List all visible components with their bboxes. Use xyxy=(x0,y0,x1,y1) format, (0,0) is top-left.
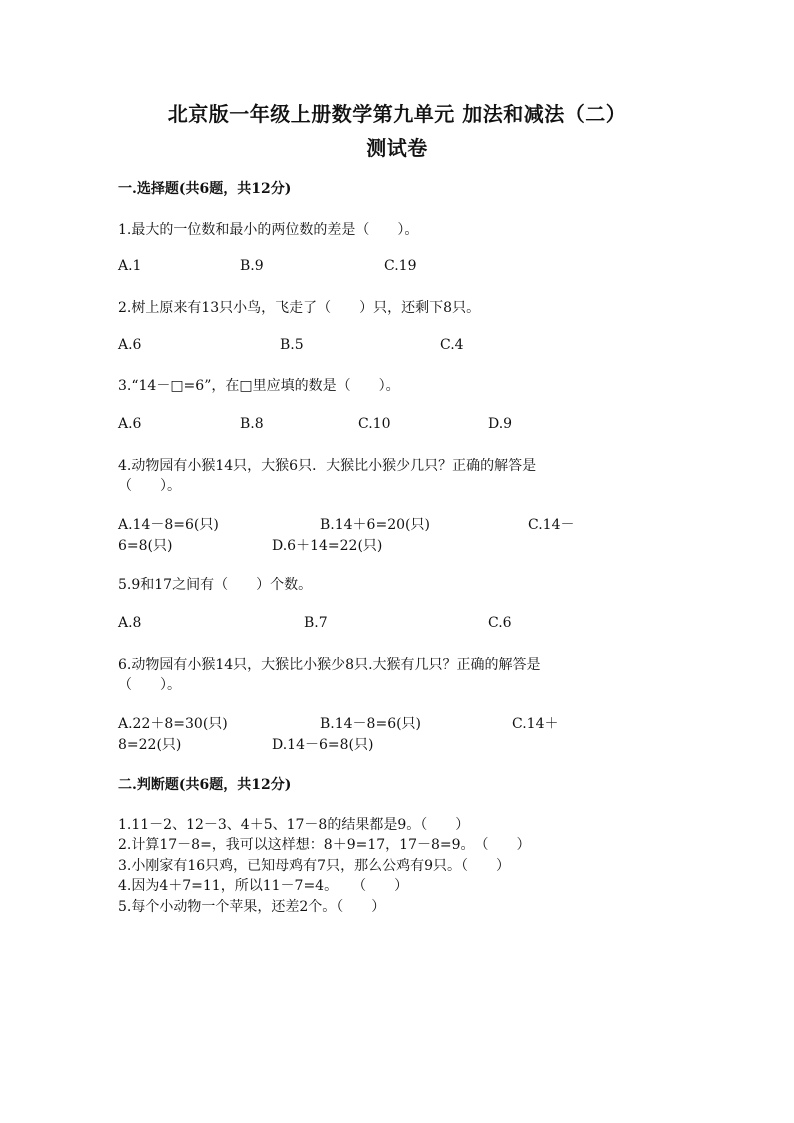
option-4b: B.14＋6=20(只) xyxy=(320,517,430,533)
judgment-item-2: 2.计算17－8=，我可以这样想：8＋9=17，17－8=9。 （ ） xyxy=(118,837,531,853)
option-5c: C.6 xyxy=(488,615,512,631)
option-5b: B.7 xyxy=(304,615,328,631)
option-3d: D.9 xyxy=(488,416,513,432)
question-5: 5.9和17之间有（ ）个数。 xyxy=(118,577,313,593)
option-6c-cont: 8=22(只) xyxy=(118,737,182,753)
option-2c: C.4 xyxy=(440,337,464,353)
question-4: 4.动物园有小猴14只，大猴6只．大猴比小猴少几只？正确的解答是 xyxy=(118,458,537,474)
option-1c: C.19 xyxy=(384,258,417,274)
option-6a: A.22＋8=30(只) xyxy=(118,716,228,732)
option-3b: B.8 xyxy=(240,416,264,432)
judgment-item-4: 4.因为4＋7=11，所以11－7=4。 （ ） xyxy=(118,878,409,894)
judgment-item-5: 5.每个小动物一个苹果，还差2个。（ ） xyxy=(118,899,386,915)
option-2b: B.5 xyxy=(280,337,304,353)
question-6-cont: （ ）。 xyxy=(118,677,181,693)
option-4d: D.6＋14=22(只) xyxy=(272,538,383,554)
question-1: 1.最大的一位数和最小的两位数的差是（ ）。 xyxy=(118,222,419,238)
question-3: 3.“14－□=6”，在□里应填的数是（ ）。 xyxy=(118,378,400,394)
option-3c: C.10 xyxy=(358,416,391,432)
judgment-item-1: 1.11－2、12－3、4＋5、17－8的结果都是9。（ ） xyxy=(118,817,470,833)
option-1a: A.1 xyxy=(118,258,142,274)
section-heading-true-false: 二.判断题(共6题，共12分) xyxy=(118,777,292,793)
question-6: 6.动物园有小猴14只，大猴比小猴少8只.大猴有几只？正确的解答是 xyxy=(118,657,541,673)
option-3a: A.6 xyxy=(118,416,142,432)
option-6c: C.14＋ xyxy=(512,716,559,732)
option-4c: C.14－ xyxy=(528,517,575,533)
page-title: 北京版一年级上册数学第九单元 加法和减法（二） xyxy=(167,102,627,126)
option-6d: D.14－6=8(只) xyxy=(272,737,374,753)
judgment-item-3: 3.小刚家有16只鸡，已知母鸡有7只，那么公鸡有9只。（ ） xyxy=(118,858,510,874)
option-4a: A.14－8=6(只) xyxy=(118,517,219,533)
option-6b: B.14－8=6(只) xyxy=(320,716,422,732)
option-4c-cont: 6=8(只) xyxy=(118,538,173,554)
question-4-cont: （ ）。 xyxy=(118,478,181,494)
option-2a: A.6 xyxy=(118,337,142,353)
page-subtitle: 测试卷 xyxy=(366,136,428,160)
option-1b: B.9 xyxy=(240,258,264,274)
section-heading-multiple-choice: 一.选择题(共6题，共12分) xyxy=(118,181,292,197)
question-2: 2.树上原来有13只小鸟，飞走了（ ）只，还剩下8只。 xyxy=(118,300,481,316)
option-5a: A.8 xyxy=(118,615,142,631)
